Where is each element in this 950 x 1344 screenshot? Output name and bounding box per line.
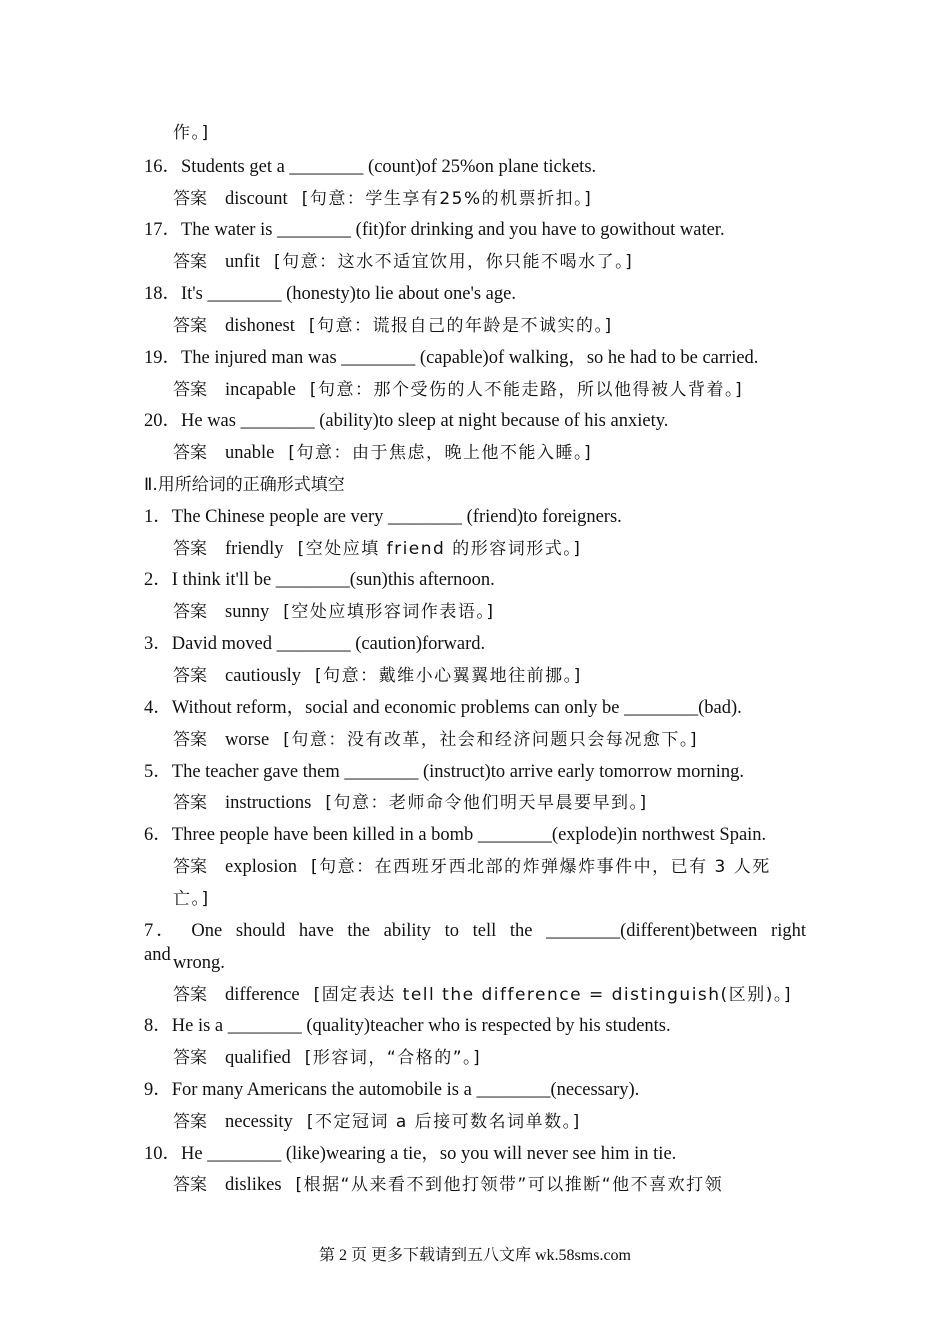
- answer-word: worse: [225, 730, 270, 750]
- answer-label: 答案: [173, 189, 207, 209]
- answer-note: [根据“从来看不到他打领带”可以推断“他不喜欢打领: [295, 1175, 724, 1195]
- question-number: 7．: [144, 921, 178, 941]
- question-text: Without reform，social and economic problems can only be ________(bad).: [171, 698, 742, 718]
- continuation-text: 作。]: [173, 123, 210, 143]
- answer-note: [句意：老师命令他们明天早晨要早到。]: [325, 793, 648, 813]
- question-number: 6．: [144, 825, 172, 845]
- question-number: 4．: [144, 698, 172, 718]
- answer-ii-5: [173, 791, 806, 815]
- answer-note: [空处应填 friend 的形容词形式。]: [297, 539, 582, 559]
- question-number: 2．: [144, 570, 172, 590]
- answer-note: [句意：那个受伤的人不能走路，所以他得被人背着。]: [309, 380, 744, 400]
- answer-18: [173, 314, 806, 338]
- answer-ii-1: [173, 537, 806, 561]
- question-ii-1: [144, 505, 806, 529]
- answer-note: [不定冠词 a 后接可数名词单数。]: [306, 1112, 581, 1132]
- answer-ii-10: [173, 1173, 806, 1197]
- answer-word: dishonest: [225, 316, 295, 336]
- answer-word: instructions: [225, 793, 312, 813]
- answer-19: [173, 378, 806, 402]
- answer-20: [173, 441, 806, 465]
- answer-ii-7: [173, 983, 806, 1007]
- question-ii-10: [144, 1142, 806, 1166]
- question-17: 17．The water is ________ (fit)for drinking and you have to gowithout water.: [144, 220, 725, 240]
- question-ii-7-continued: wrong.: [173, 953, 225, 973]
- question-number: 10．: [144, 1144, 182, 1164]
- question-ii-8: [144, 1014, 806, 1038]
- answer-word: sunny: [225, 602, 270, 622]
- answer-16: [173, 187, 806, 211]
- question-ii-4: [144, 696, 806, 720]
- answer-label: 答案: [173, 380, 207, 400]
- answer-word: necessity: [225, 1112, 293, 1132]
- answer-17: [173, 250, 806, 274]
- answer-word: cautiously: [225, 666, 302, 686]
- answer-label: 答案: [173, 316, 207, 336]
- answer-note: [固定表达 tell the difference = distinguish(区别)。]: [313, 985, 792, 1005]
- question-19: 19．The injured man was ________ (capable)of walking，so he had to be carried.: [144, 348, 759, 368]
- answer-label: 答案: [173, 602, 207, 622]
- answer-note: [句意：戴维小心翼翼地往前挪。]: [315, 666, 582, 686]
- question-number: 5．: [144, 762, 172, 782]
- question-text: The teacher gave them ________ (instruct)to arrive early tomorrow morning.: [171, 762, 745, 782]
- answer-label: 答案: [173, 793, 207, 813]
- answer-word: dislikes: [225, 1175, 282, 1195]
- question-ii-3: [144, 632, 806, 656]
- question-number: 9．: [144, 1080, 172, 1100]
- answer-note: [句意：这水不适宜饮用，你只能不喝水了。]: [273, 252, 634, 272]
- question-text: One should have the ability to tell the ________(different)between right and: [144, 921, 806, 965]
- answer-note: [句意：没有改革，社会和经济问题只会每况愈下。]: [283, 730, 698, 750]
- question-text: Three people have been killed in a bomb ________(explode)in northwest Spain.: [171, 825, 767, 845]
- answer-note-continued: 亡。]: [173, 889, 210, 909]
- question-text: The Chinese people are very ________ (friend)to foreigners.: [171, 507, 622, 527]
- question-text: He ________ (like)wearing a tie，so you will never see him in tie.: [181, 1144, 677, 1164]
- answer-label: 答案: [173, 1175, 207, 1195]
- answer-word: explosion: [225, 857, 297, 877]
- question-number: 3．: [144, 634, 172, 654]
- answer-label: 答案: [173, 443, 207, 463]
- question-text: For many Americans the automobile is a ________(necessary).: [171, 1080, 640, 1100]
- answer-label: 答案: [173, 666, 207, 686]
- answer-label: 答案: [173, 1112, 207, 1132]
- answer-note: [句意：在西班牙西北部的炸弹爆炸事件中，已有 3 人死: [310, 857, 771, 877]
- answer-ii-8: [173, 1046, 806, 1070]
- question-number: 1．: [144, 507, 172, 527]
- question-ii-6: [144, 823, 806, 847]
- answer-word: discount: [225, 189, 288, 209]
- question-ii-9: [144, 1078, 806, 1102]
- answer-word: difference: [225, 985, 300, 1005]
- question-number: 8．: [144, 1016, 172, 1036]
- question-16: 16．Students get a ________ (count)of 25%on plane tickets.: [144, 157, 597, 177]
- answer-ii-2: [173, 600, 806, 624]
- question-text: David moved ________ (caution)forward.: [171, 634, 486, 654]
- answer-ii-4: [173, 728, 806, 752]
- answer-label: 答案: [173, 539, 207, 559]
- answer-ii-6: [173, 855, 806, 879]
- question-18: 18．It's ________ (honesty)to lie about one's age.: [144, 284, 516, 304]
- answer-label: 答案: [173, 857, 207, 877]
- page-footer: 第 2 页 更多下载请到五八文库 wk.58sms.com: [318, 1247, 631, 1264]
- answer-ii-3: [173, 664, 806, 688]
- answer-note: [句意：谎报自己的年龄是不诚实的。]: [308, 316, 613, 336]
- question-20: 20．He was ________ (ability)to sleep at night because of his anxiety.: [144, 411, 669, 431]
- question-text: He is a ________ (quality)teacher who is respected by his students.: [171, 1016, 671, 1036]
- answer-word: friendly: [225, 539, 284, 559]
- answer-label: 答案: [173, 1048, 207, 1068]
- answer-word: unfit: [225, 252, 260, 272]
- question-text: I think it'll be ________(sun)this afternoon.: [171, 570, 495, 590]
- answer-word: qualified: [225, 1048, 291, 1068]
- answer-label: 答案: [173, 730, 207, 750]
- answer-label: 答案: [173, 985, 207, 1005]
- answer-note: [句意：学生享有25%的机票折扣。]: [301, 189, 593, 209]
- answer-word: unable: [225, 443, 275, 463]
- question-ii-5: [144, 760, 806, 784]
- answer-ii-9: [173, 1110, 806, 1134]
- answer-note: [形容词，“合格的”。]: [304, 1048, 482, 1068]
- question-ii-2: [144, 568, 806, 592]
- answer-label: 答案: [173, 252, 207, 272]
- answer-word: incapable: [225, 380, 296, 400]
- answer-note: [句意：由于焦虑，晚上他不能入睡。]: [288, 443, 593, 463]
- section-title: Ⅱ.用所给词的正确形式填空: [144, 475, 345, 495]
- answer-note: [空处应填形容词作表语。]: [283, 602, 495, 622]
